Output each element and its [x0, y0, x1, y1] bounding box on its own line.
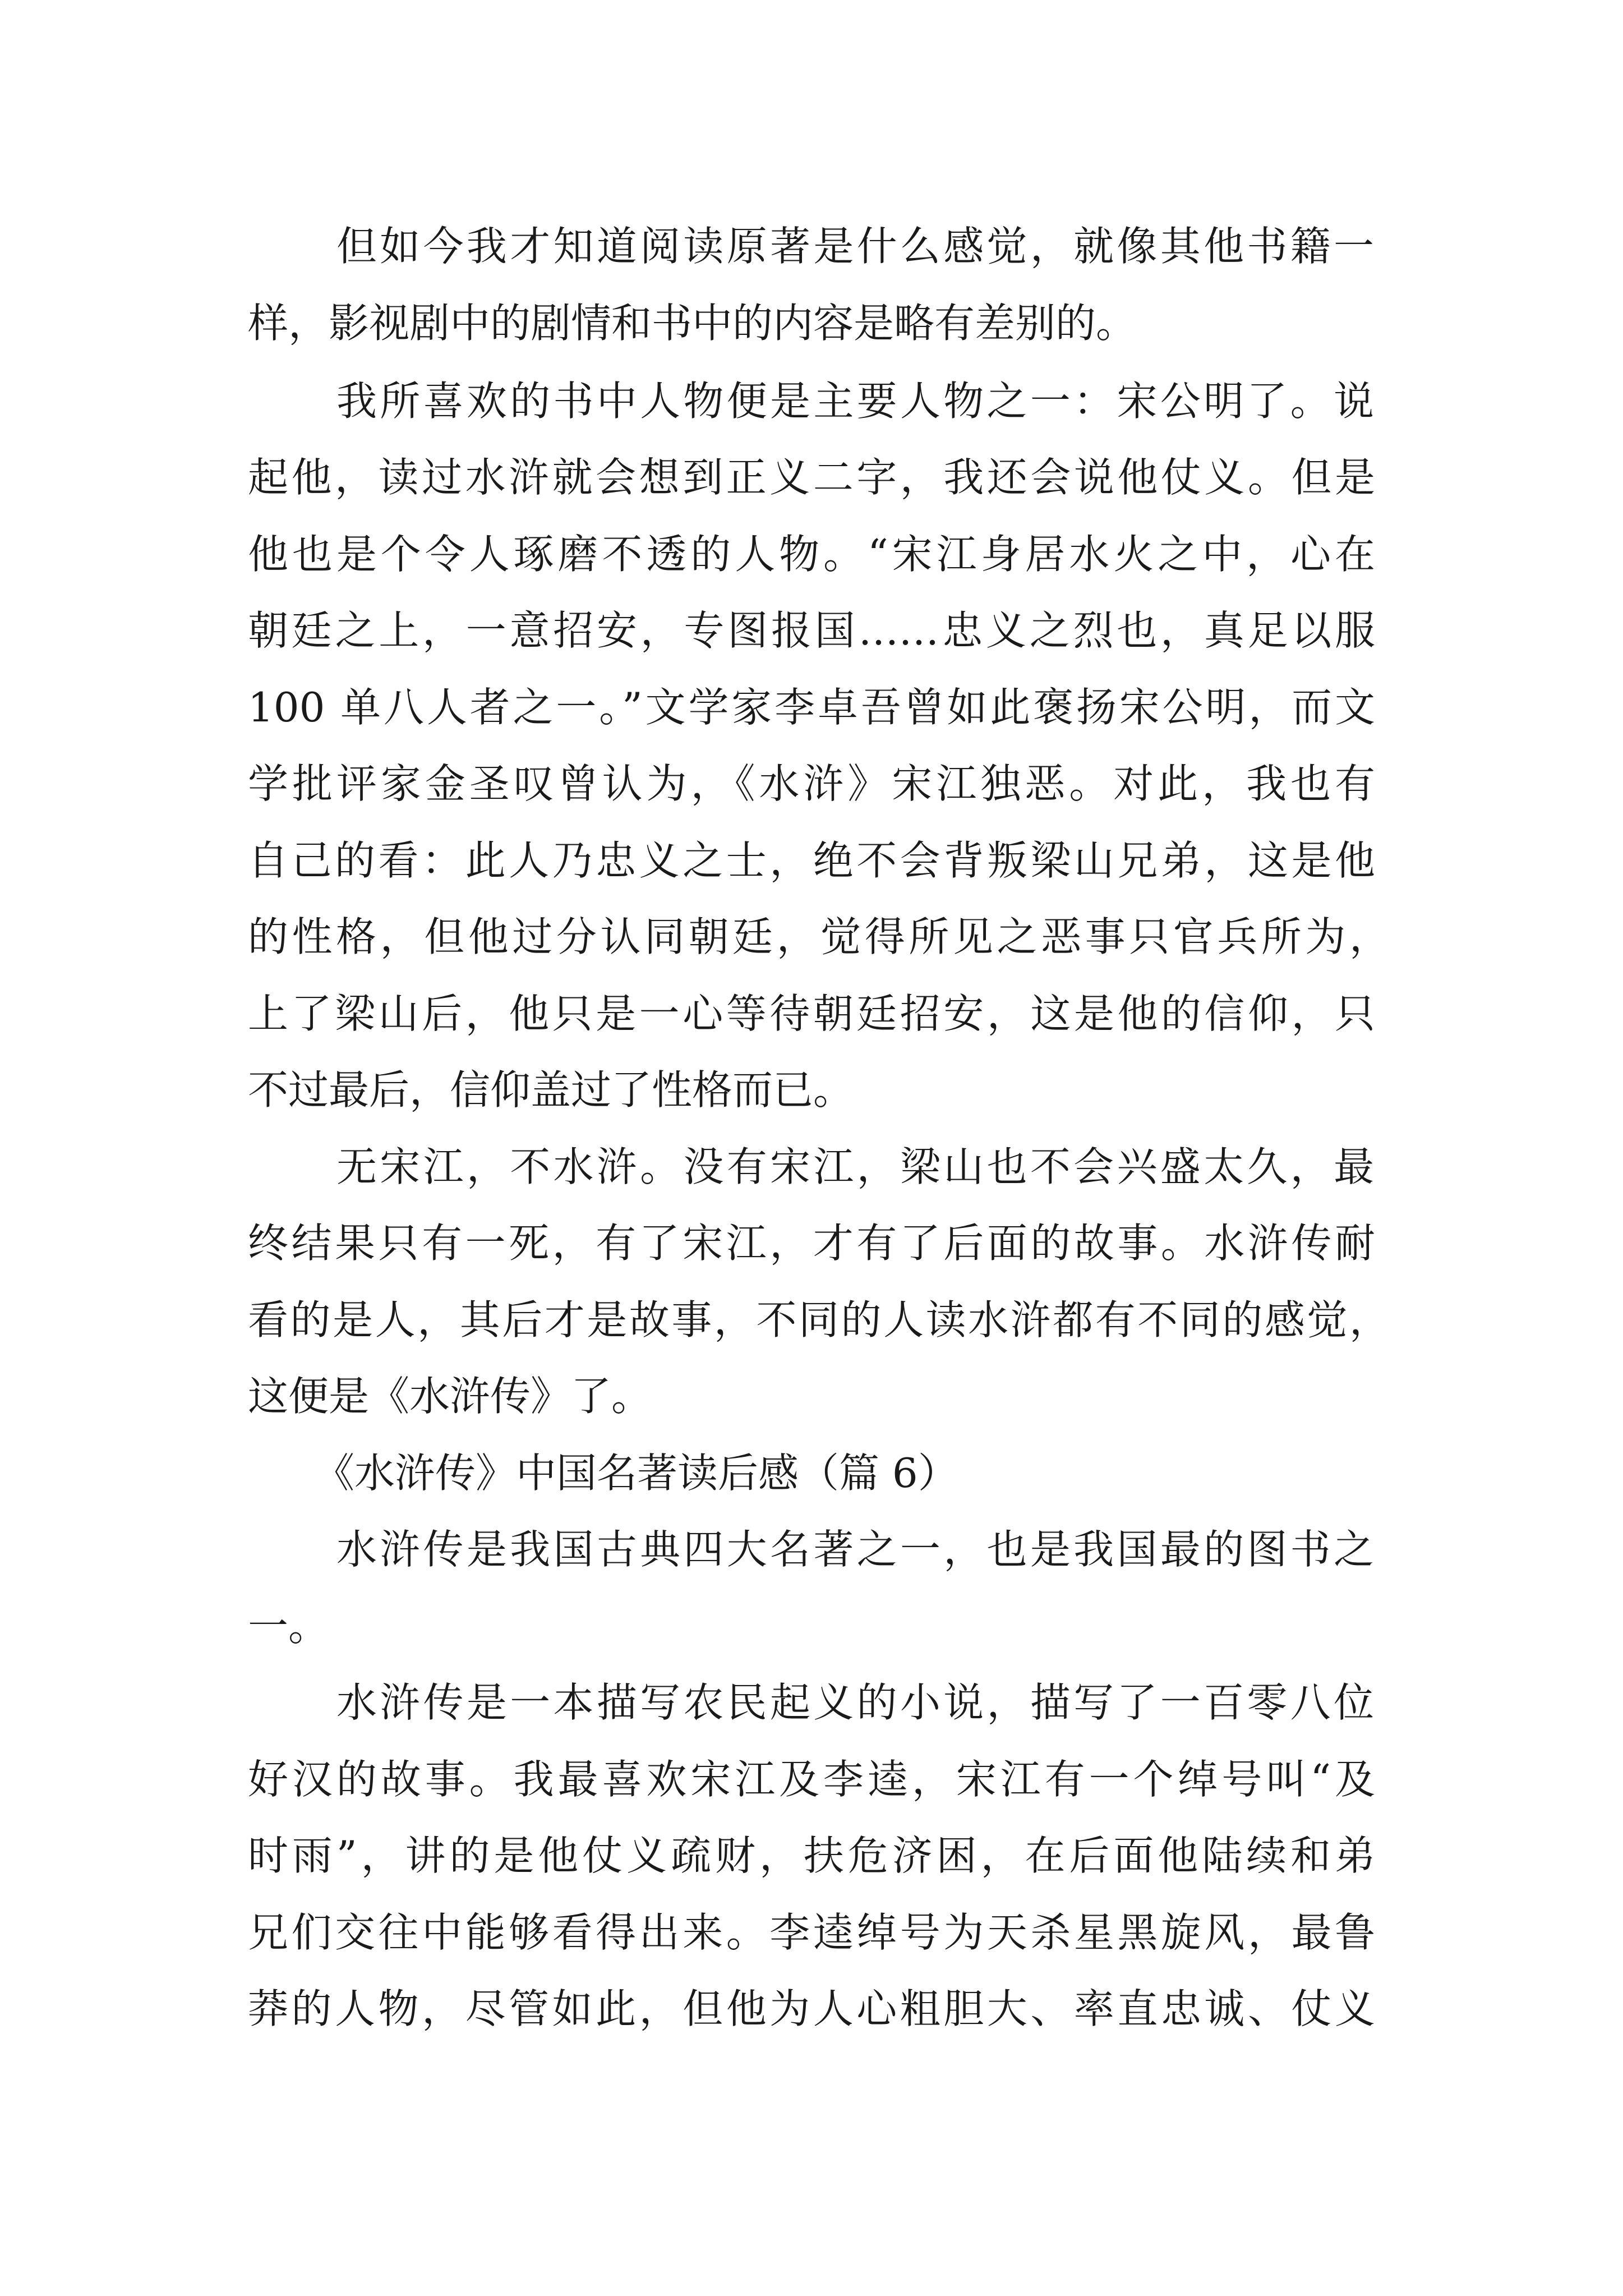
paragraph-line: 起他，读过水浒就会想到正义二字，我还会说他仗义。但是: [248, 454, 1375, 501]
paragraph-line: 朝廷之上，一意招安，专图报国……忠义之烈也，真足以服: [248, 607, 1375, 654]
paragraph-line: 100 单八人者之一。”文学家李卓吾曾如此褒扬宋公明，而文: [248, 684, 1375, 731]
paragraph-line: 不过最后，信仰盖过了性格而已。: [248, 1066, 854, 1114]
paragraph-line: 样，影视剧中的剧情和书中的内容是略有差别的。: [248, 300, 1137, 347]
paragraph-line: 这便是《水浒传》了。: [248, 1373, 652, 1420]
paragraph-line: 时雨”，讲的是他仗义疏财，扶危济困，在后面他陆续和弟: [248, 1832, 1375, 1879]
paragraph-line: 的性格，但他过分认同朝廷，觉得所见之恶事只官兵所为，: [248, 913, 1390, 960]
paragraph-line: 一。: [248, 1603, 329, 1650]
paragraph-line: 学批评家金圣叹曾认为，《水浒》宋江独恶。对此，我也有: [248, 760, 1375, 807]
paragraph-line: 上了梁山后，他只是一心等待朝廷招安，这是他的信仰，只: [248, 990, 1375, 1037]
section-heading: 《水浒传》中国名著读后感（篇 6）: [314, 1450, 958, 1497]
paragraph-line: 但如今我才知道阅读原著是什么感觉，就像其他书籍一: [336, 223, 1374, 270]
paragraph-line: 他也是个令人琢磨不透的人物。“宋江身居水火之中，心在: [248, 531, 1375, 578]
paragraph-line: 终结果只有一死，有了宋江，才有了后面的故事。水浒传耐: [248, 1220, 1375, 1267]
paragraph-line: 自己的看：此人乃忠义之士，绝不会背叛梁山兄弟，这是他: [248, 837, 1375, 884]
paragraph-line: 莽的人物，尽管如此，但他为人心粗胆大、率直忠诚、仗义: [248, 1985, 1375, 2032]
paragraph-line: 好汉的故事。我最喜欢宋江及李逵，宋江有一个绰号叫“及: [248, 1756, 1375, 1803]
paragraph-line: 兄们交往中能够看得出来。李逵绰号为天杀星黑旋风，最鲁: [248, 1909, 1375, 1956]
paragraph-line: 我所喜欢的书中人物便是主要人物之一：宋公明了。说: [336, 378, 1374, 425]
paragraph-line: 水浒传是一本描写农民起义的小说，描写了一百零八位: [336, 1679, 1374, 1726]
paragraph-line: 水浒传是我国古典四大名著之一，也是我国最的图书之: [336, 1526, 1374, 1573]
paragraph-line: 看的是人，其后才是故事，不同的人读水浒都有不同的感觉，: [248, 1296, 1390, 1343]
paragraph-line: 无宋江，不水浒。没有宋江，梁山也不会兴盛太久，最: [336, 1143, 1374, 1190]
